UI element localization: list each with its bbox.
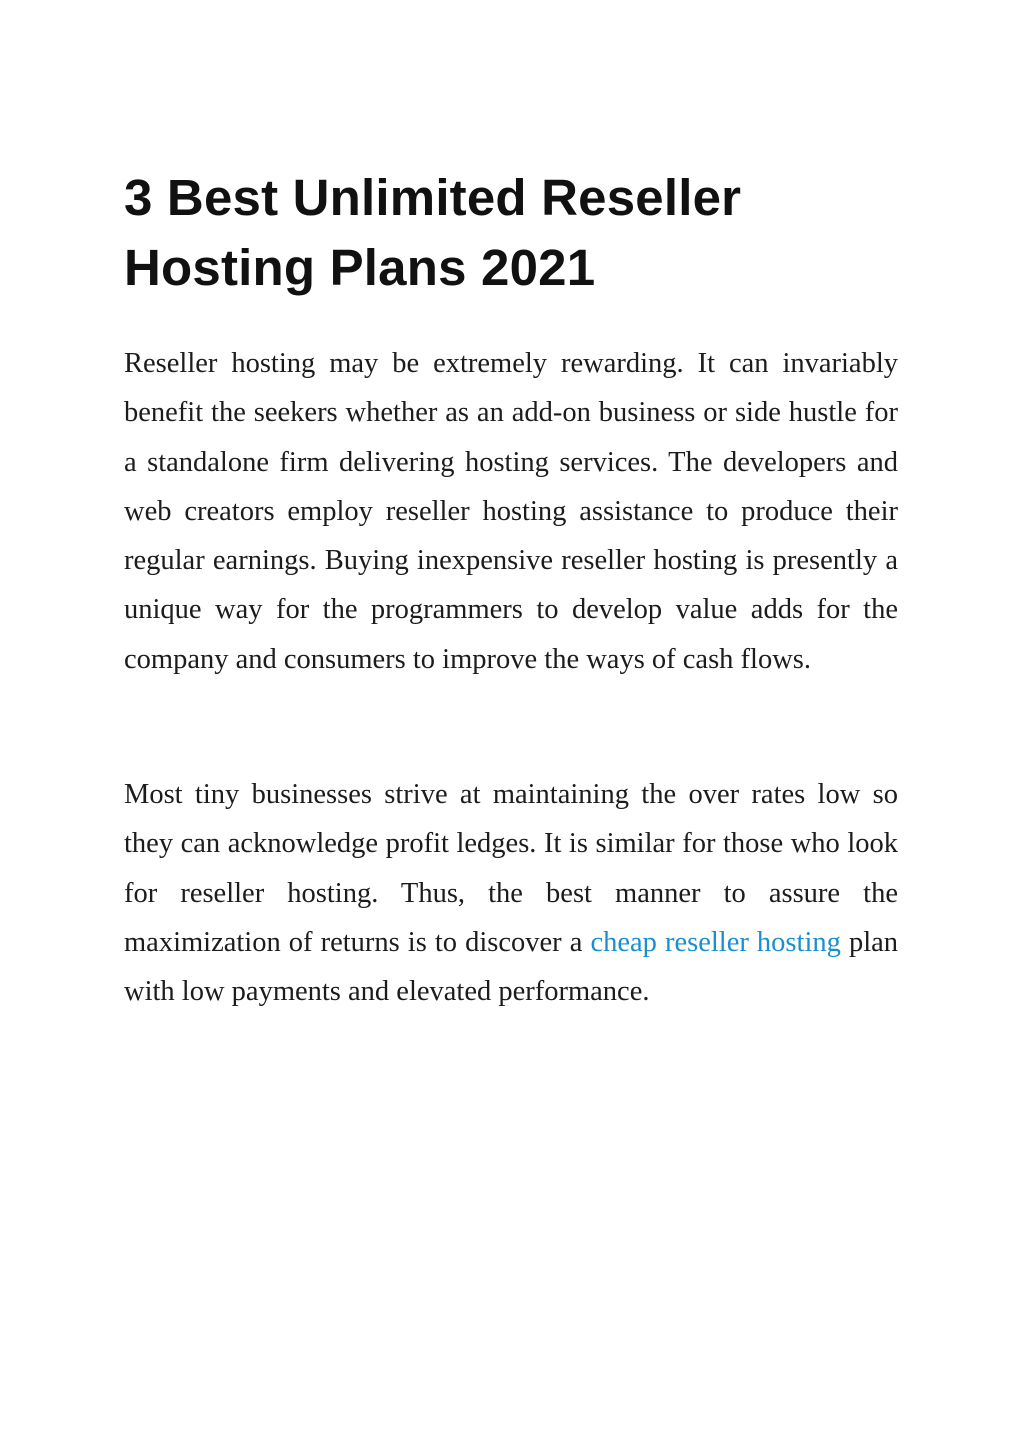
paragraph-text-before-link: Most tiny businesses strive at maintaining the over rates low so they can acknowledge profit ledges. It is similar for those who look for reseller hosting. Thus, the best manner to assure the maximization of returns is to discover a	[124, 779, 898, 958]
paragraph-text-after-link: plan with low payments and elevated performance.	[124, 926, 899, 1008]
intro-paragraph: Reseller hosting may be extremely rewarding. It can invariably benefit the seekers whether as an add-on business or side hustle for a standalone firm delivering hosting services. The developers and web creators employ reseller hosting assistance to produce their regular earnings. Buying inexpensive reseller hosting is presently a unique way for the programmers to develop value adds for the company and consumers to improve the ways of cash flows.	[124, 348, 898, 675]
second-paragraph	[124, 770, 898, 1016]
title-line-1: 3 Best Unlimited Reseller	[124, 169, 742, 226]
document-page	[124, 0, 898, 1017]
title-line-2: Hosting Plans 2021	[124, 239, 596, 296]
page-title	[124, 0, 898, 303]
cheap-reseller-hosting-link[interactable]: cheap reseller hosting	[590, 926, 841, 958]
